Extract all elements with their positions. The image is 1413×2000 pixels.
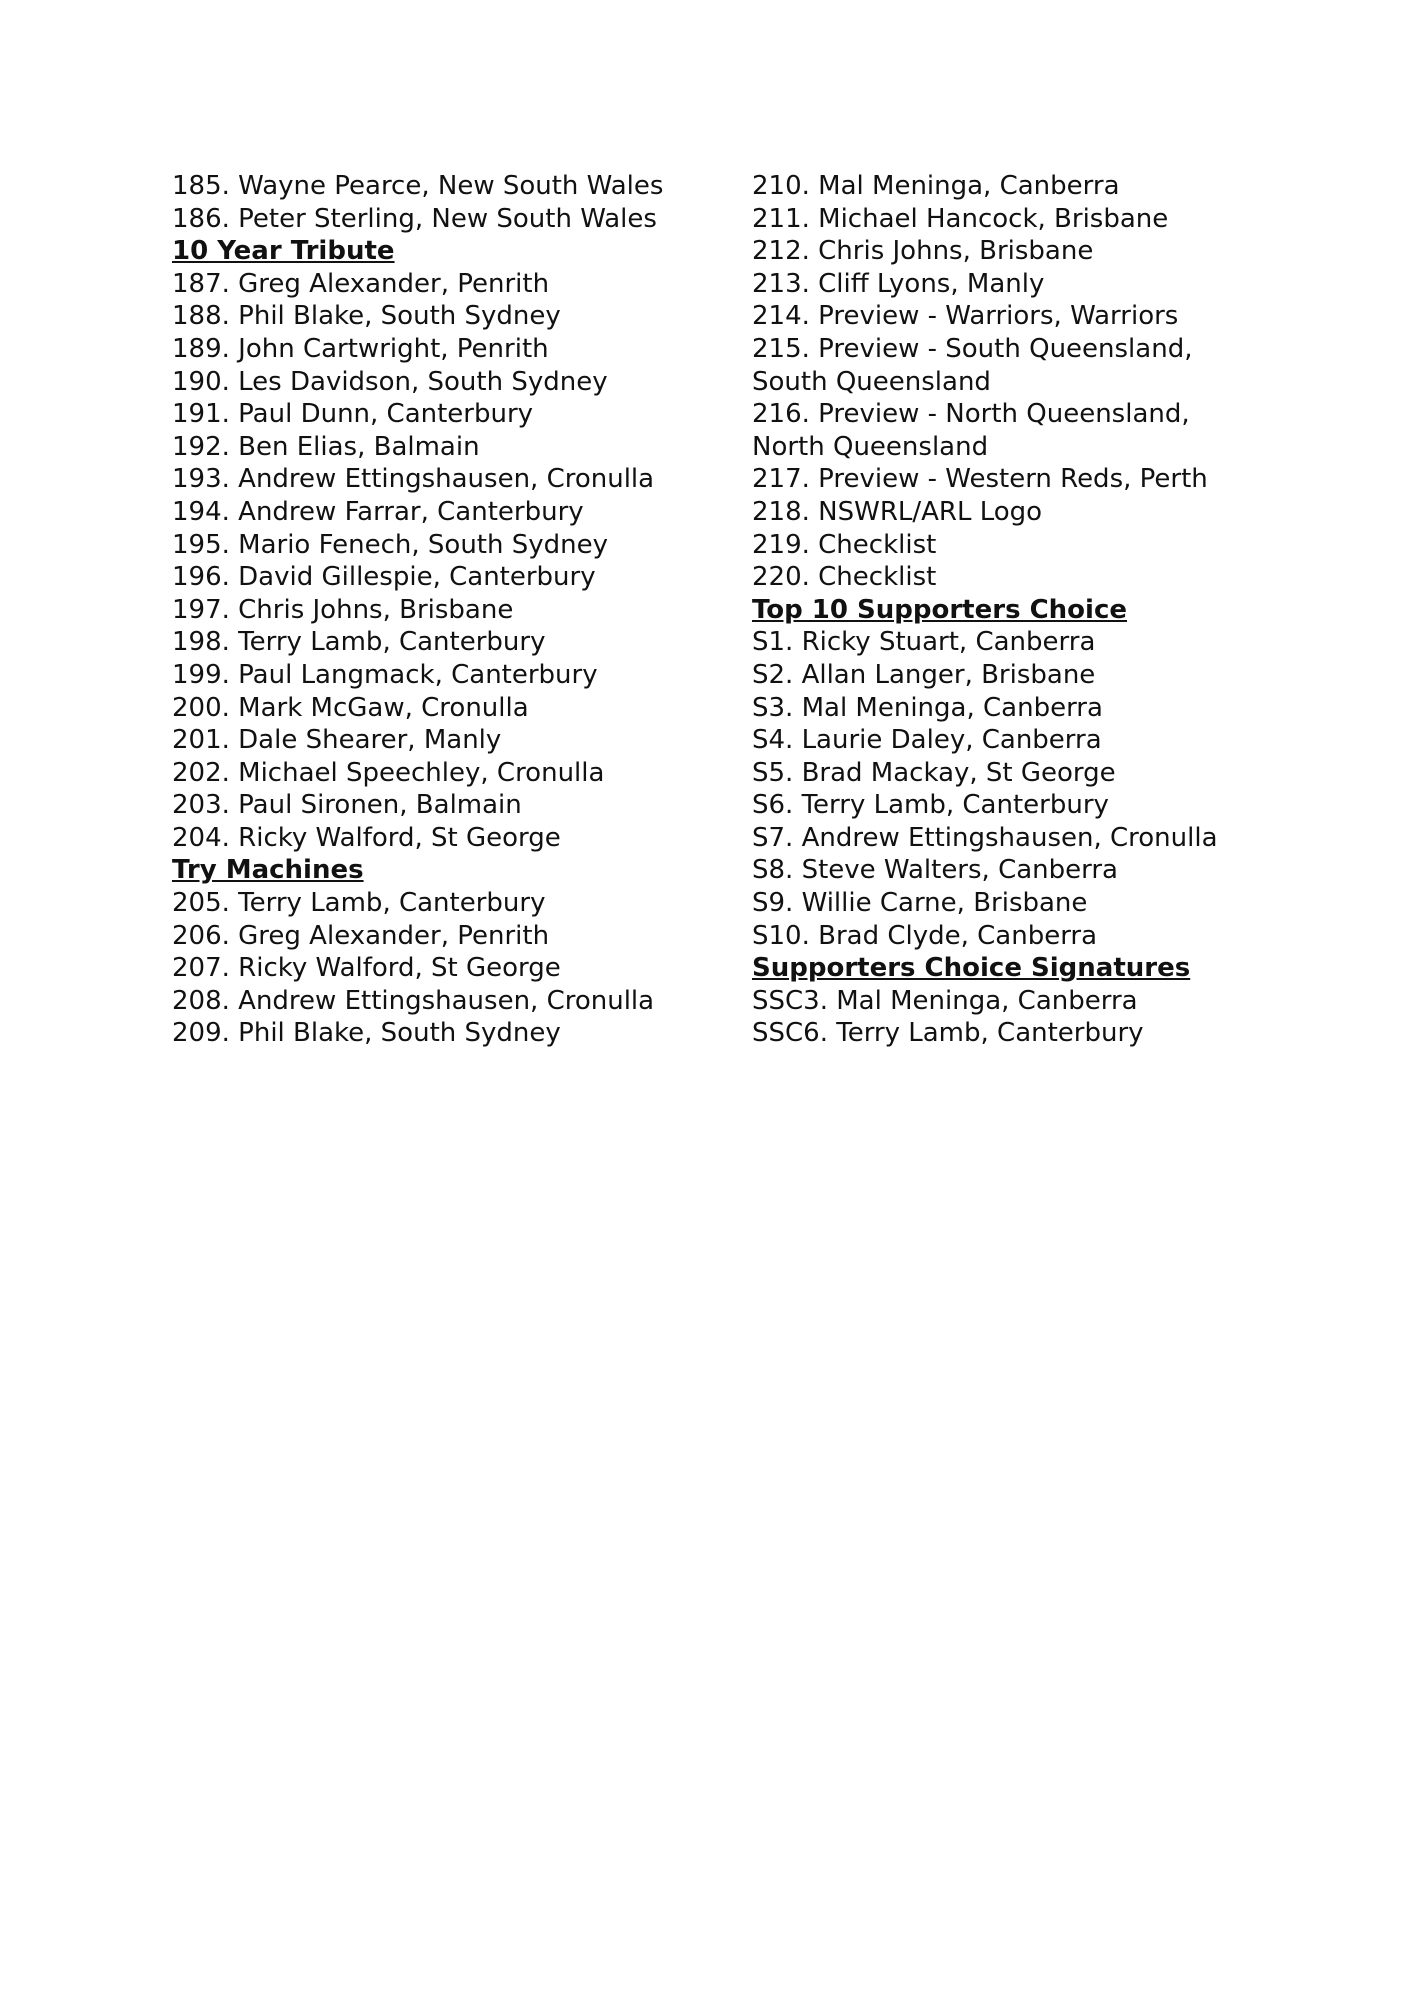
list-item: 187. Greg Alexander, Penrith: [172, 268, 550, 299]
list-item: 200. Mark McGaw, Cronulla: [172, 692, 529, 723]
list-item: S9. Willie Carne, Brisbane: [752, 888, 1088, 919]
list-item: S7. Andrew Ettingshausen, Cronulla: [752, 822, 1218, 853]
list-item: S8. Steve Walters, Canberra: [752, 855, 1118, 886]
list-item: 204. Ricky Walford, St George: [172, 822, 561, 853]
section-heading: Try Machines: [172, 855, 364, 886]
list-item: 196. David Gillespie, Canterbury: [172, 562, 596, 593]
list-item: 207. Ricky Walford, St George: [172, 953, 561, 984]
list-item: S10. Brad Clyde, Canberra: [752, 920, 1098, 951]
list-item: S5. Brad Mackay, St George: [752, 757, 1116, 788]
list-item: 198. Terry Lamb, Canterbury: [172, 627, 546, 658]
list-item: North Queensland: [752, 431, 989, 462]
list-item: SSC3. Mal Meninga, Canberra: [752, 985, 1138, 1016]
section-heading: Supporters Choice Signatures: [752, 953, 1191, 984]
list-item: 210. Mal Meninga, Canberra: [752, 171, 1120, 201]
list-item: 216. Preview - North Queensland,: [752, 399, 1190, 430]
list-item: 219. Checklist: [752, 529, 937, 560]
list-item: 186. Peter Sterling, New South Wales: [172, 203, 657, 234]
list-item: 195. Mario Fenech, South Sydney: [172, 529, 608, 560]
list-item: 193. Andrew Ettingshausen, Cronulla: [172, 464, 655, 495]
list-item: 197. Chris Johns, Brisbane: [172, 594, 514, 625]
list-item: 209. Phil Blake, South Sydney: [172, 1018, 561, 1049]
section-heading: Top 10 Supporters Choice: [752, 594, 1128, 625]
list-item: S6. Terry Lamb, Canterbury: [752, 790, 1109, 821]
list-item: 194. Andrew Farrar, Canterbury: [172, 496, 584, 527]
list-item: 215. Preview - South Queensland,: [752, 333, 1193, 364]
list-item: 212. Chris Johns, Brisbane: [752, 236, 1094, 267]
list-item: SSC6. Terry Lamb, Canterbury: [752, 1018, 1144, 1049]
list-item: 202. Michael Speechley, Cronulla: [172, 757, 605, 788]
list-item: 214. Preview - Warriors, Warriors: [752, 301, 1179, 332]
list-item: 188. Phil Blake, South Sydney: [172, 301, 561, 332]
list-item: 206. Greg Alexander, Penrith: [172, 920, 550, 951]
list-item: 189. John Cartwright, Penrith: [172, 333, 549, 364]
list-item: S4. Laurie Daley, Canberra: [752, 725, 1102, 756]
list-item: 217. Preview - Western Reds, Perth: [752, 464, 1208, 495]
list-item: 213. Cliff Lyons, Manly: [752, 268, 1045, 299]
section-heading: 10 Year Tribute: [172, 236, 395, 267]
list-item: 185. Wayne Pearce, New South Wales: [172, 171, 664, 201]
list-item: 192. Ben Elias, Balmain: [172, 431, 480, 462]
list-item: 191. Paul Dunn, Canterbury: [172, 399, 534, 430]
list-item: 211. Michael Hancock, Brisbane: [752, 203, 1169, 234]
list-item: 201. Dale Shearer, Manly: [172, 725, 502, 756]
list-item: 220. Checklist: [752, 562, 937, 593]
list-item: 199. Paul Langmack, Canterbury: [172, 659, 598, 690]
right-column: [752, 170, 1312, 1050]
list-item: 203. Paul Sironen, Balmain: [172, 790, 522, 821]
list-item: South Queensland: [752, 366, 991, 397]
list-item: 190. Les Davidson, South Sydney: [172, 366, 608, 397]
list-item: S1. Ricky Stuart, Canberra: [752, 627, 1096, 658]
list-item: 218. NSWRL/ARL Logo: [752, 496, 1043, 527]
list-item: 208. Andrew Ettingshausen, Cronulla: [172, 985, 655, 1016]
list-item: S3. Mal Meninga, Canberra: [752, 692, 1103, 723]
left-column: [172, 170, 742, 1050]
list-item: S2. Allan Langer, Brisbane: [752, 659, 1096, 690]
list-item: 205. Terry Lamb, Canterbury: [172, 888, 546, 919]
